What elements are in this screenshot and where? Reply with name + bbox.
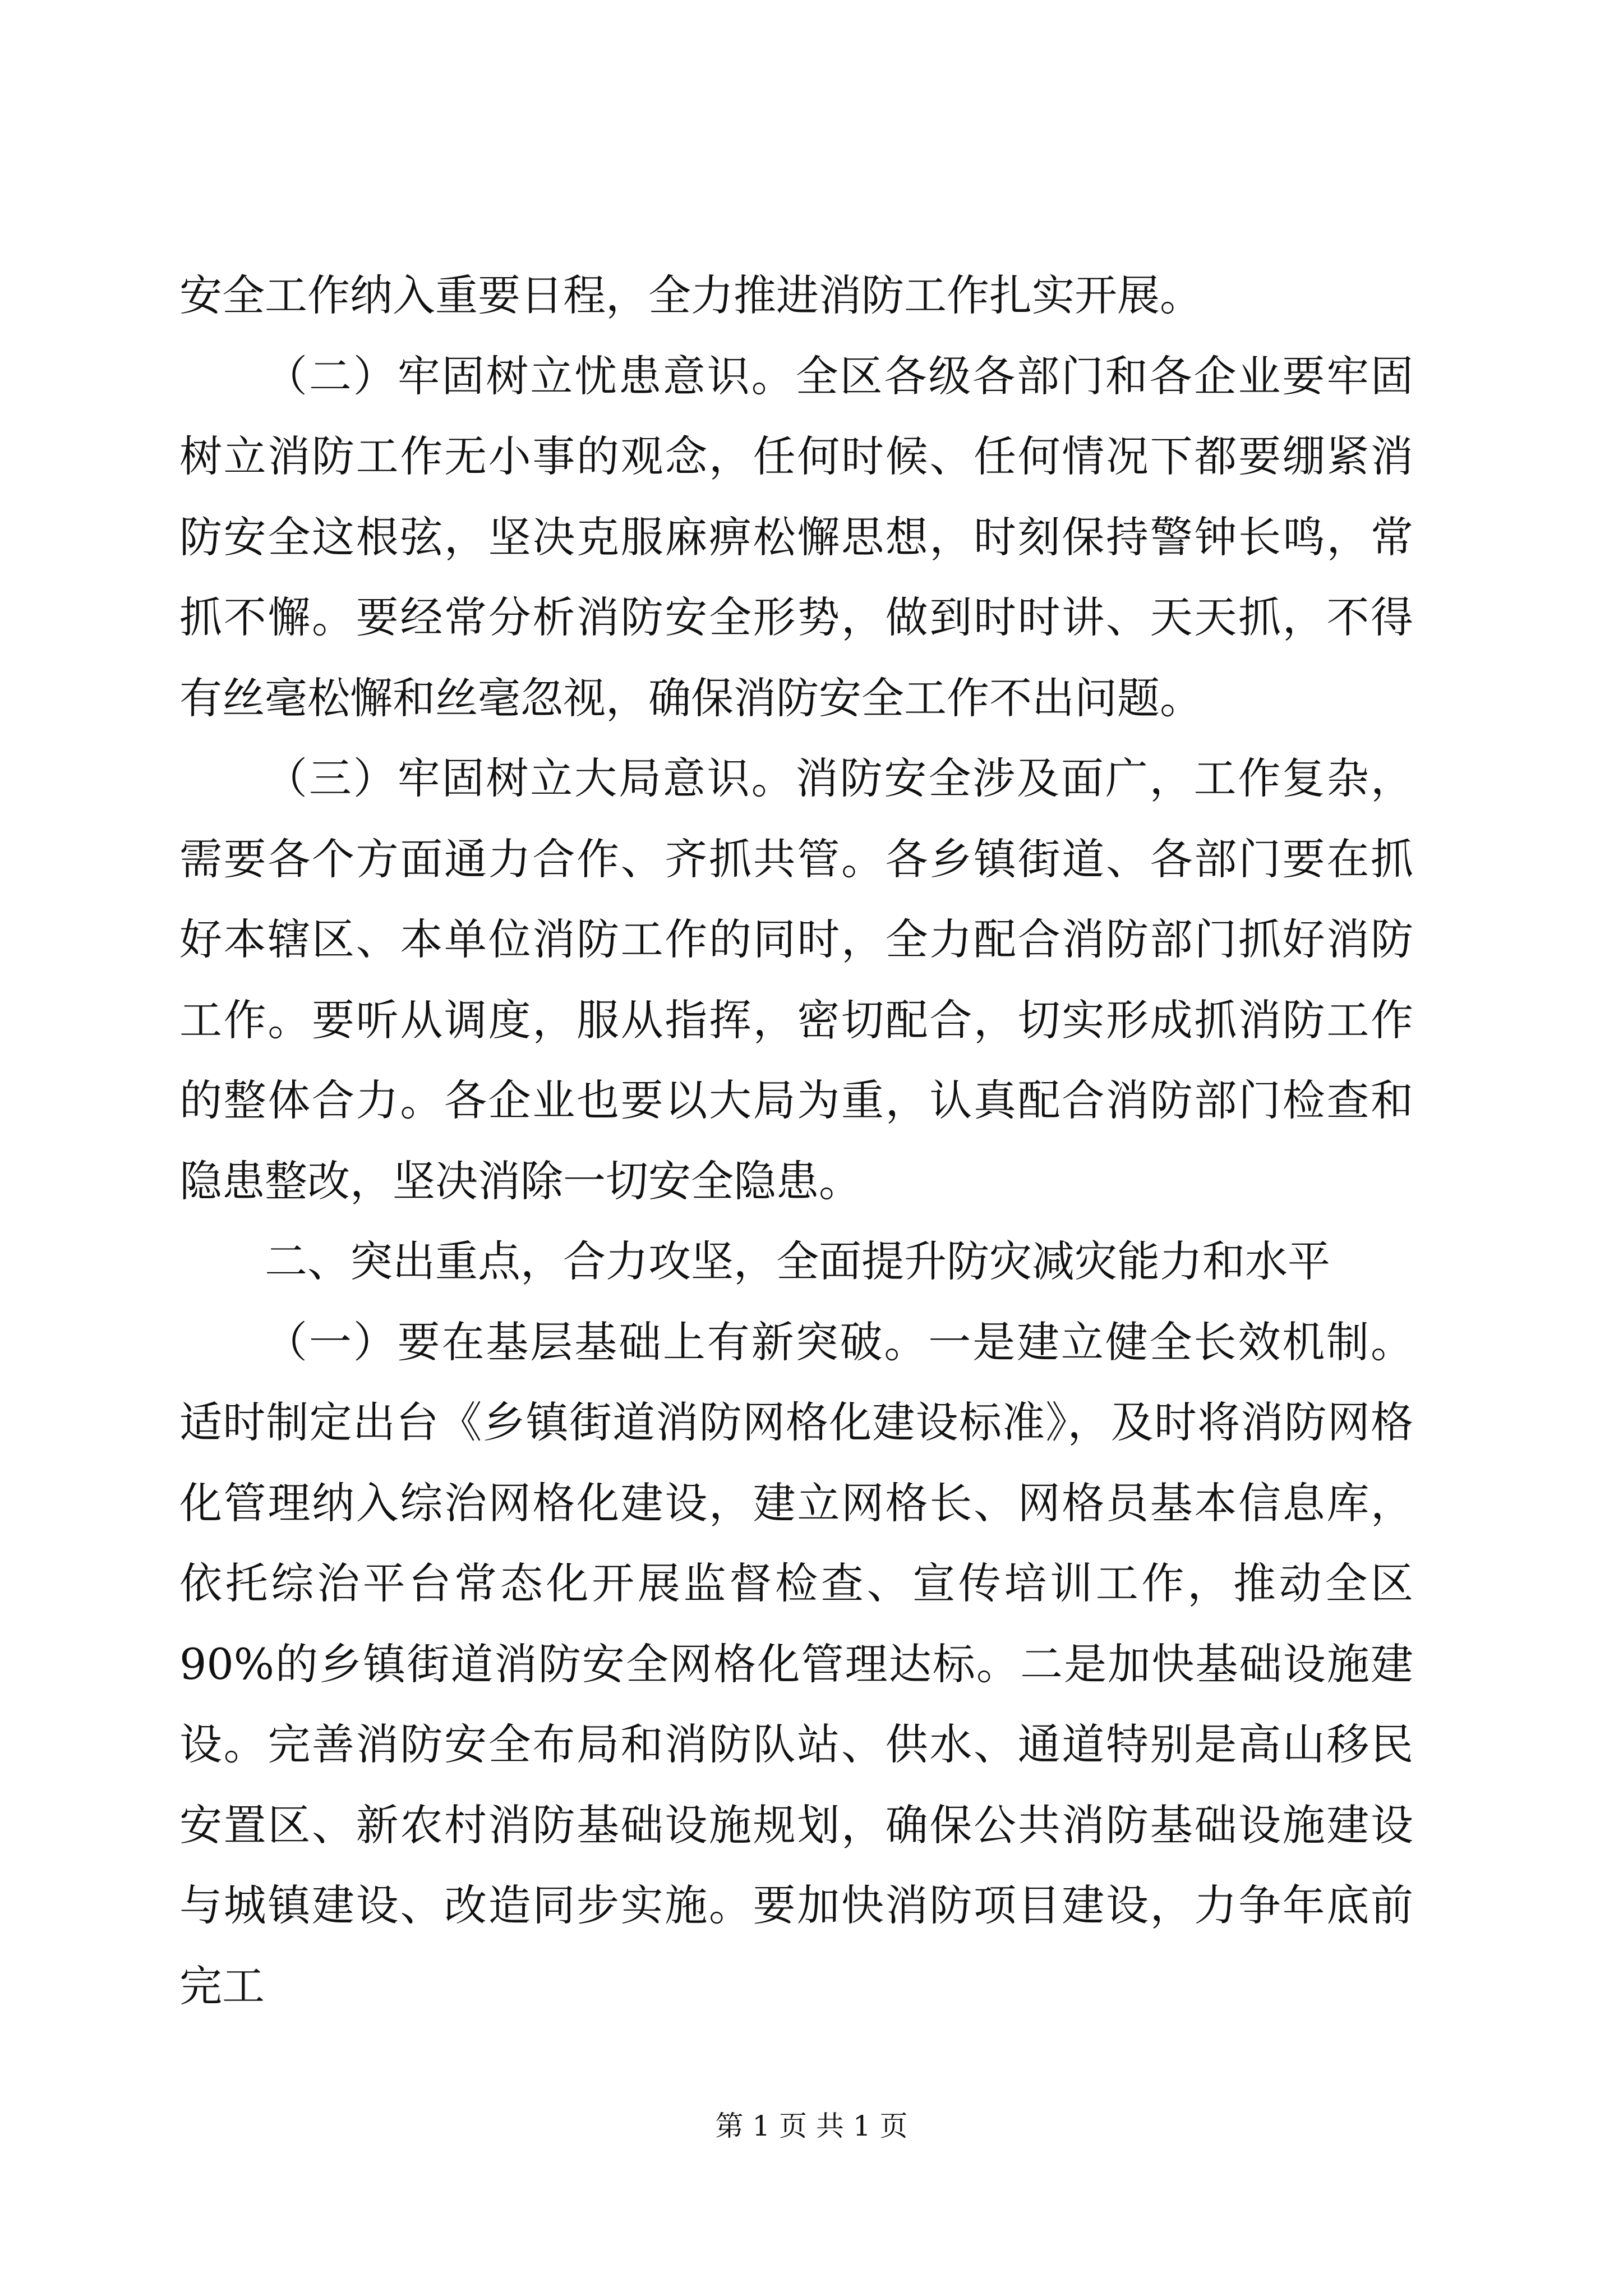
paragraph-1: 安全工作纳入重要日程，全力推进消防工作扎实开展。 [179,270,1202,320]
section-heading: 二、突出重点，合力攻坚，全面提升防灾减灾能力和水平 [265,1236,1330,1286]
paragraph-3: （三）牢固树立大局意识。消防安全涉及面广，工作复杂，需要各个方面通力合作、齐抓共管。各乡镇街道、各部门要在抓好本辖区、本单位消防工作的同时，全力配合消防部门抓好消防工作。要听从调度，服从指挥，密切配合，切实形成抓消防工作的整体合力。各企业也要以大局为重，认真配合消防部门检查和隐患整改，坚决消除一切安全隐患。 [179,753,1413,1206]
page-footer: 第 1 页 共 1 页 [715,2110,908,2142]
document-body [179,255,1413,2026]
paragraph-2: （二）牢固树立忧患意识。全区各级各部门和各企业要牢固树立消防工作无小事的观念，任何时候、任何情况下都要绷紧消防安全这根弦，坚决克服麻痹松懈思想，时刻保持警钟长鸣，常抓不懈。要经常分析消防安全形势，做到时时讲、天天抓，不得有丝毫松懈和丝毫忽视，确保消防安全工作不出问题。 [179,351,1413,723]
paragraph-4: （一）要在基层基础上有新突破。一是建立健全长效机制。适时制定出台《乡镇街道消防网格化建设标准》，及时将消防网格化管理纳入综治网格化建设，建立网格长、网格员基本信息库，依托综治平台常态化开展监督检查、宣传培训工作，推动全区90%的乡镇街道消防安全网格化管理达标。二是加快基础设施建设。完善消防安全布局和消防队站、供水、通道特别是高山移民安置区、新农村消防基础设施规划，确保公共消防基础设施建设与城镇建设、改造同步实施。要加快消防项目建设，力争年底前完工 [179,1317,1413,2011]
